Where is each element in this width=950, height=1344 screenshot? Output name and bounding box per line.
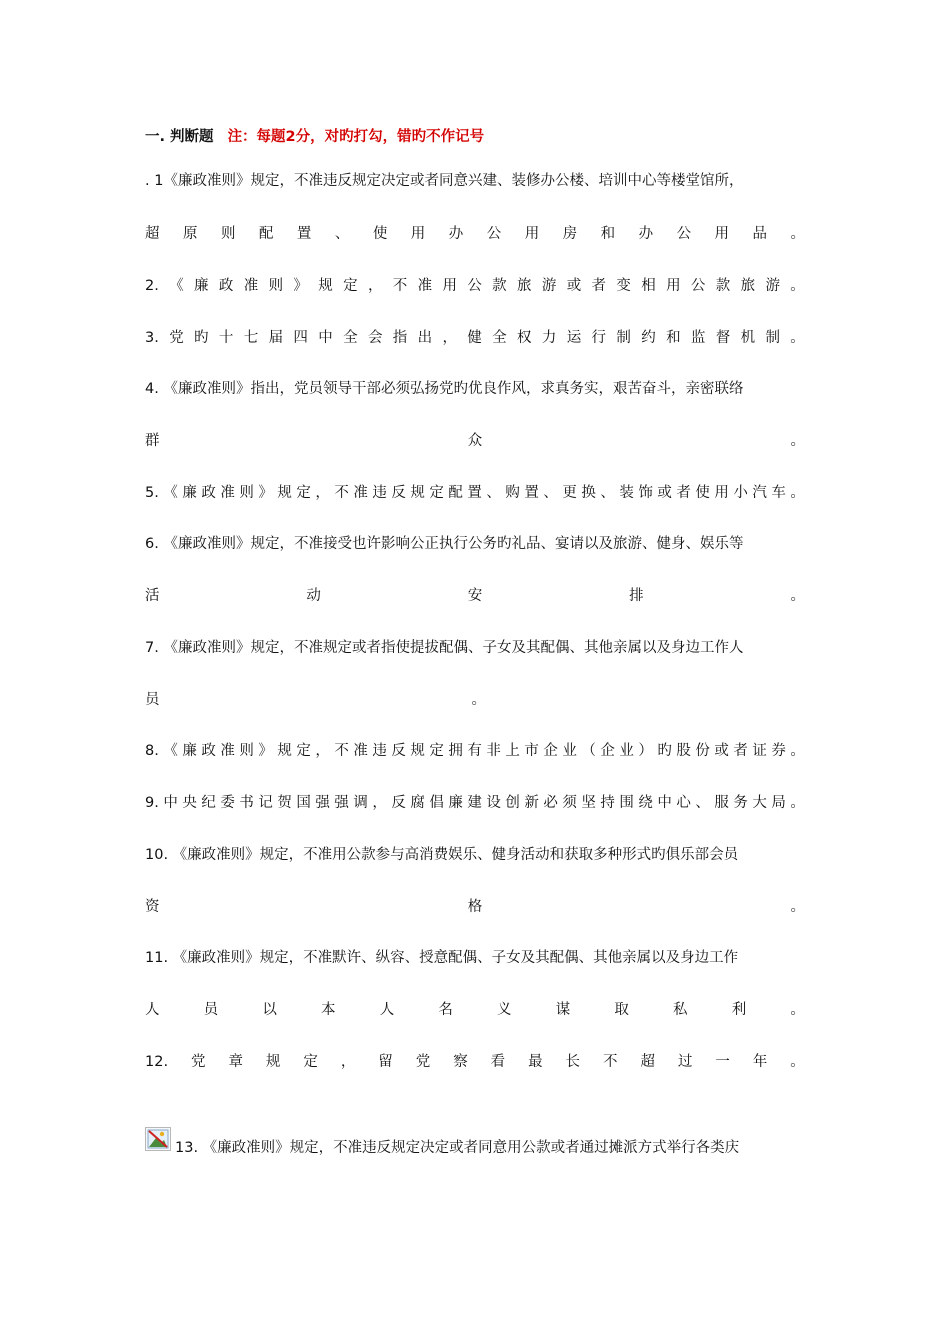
glyph: 定 — [296, 743, 311, 759]
glyph: 企 — [600, 743, 615, 759]
glyph: 公 — [676, 226, 692, 242]
glyph: 超 — [640, 1054, 655, 1070]
glyph: 全 — [492, 330, 507, 346]
glyph: 或 — [657, 485, 672, 501]
glyph: 旅 — [740, 278, 756, 294]
glyph: 用 — [666, 278, 681, 294]
glyph: 绕 — [638, 795, 653, 811]
question-7-line-2 — [145, 690, 805, 710]
glyph: 准 — [353, 743, 368, 759]
glyph: 务 — [733, 795, 748, 811]
glyph: 5. — [145, 485, 159, 501]
glyph: 党 — [415, 1054, 431, 1070]
glyph: 用 — [442, 278, 457, 294]
glyph: 饰 — [638, 485, 653, 501]
glyph: 制 — [765, 330, 780, 346]
glyph: 义 — [497, 1002, 512, 1018]
glyph: 房 — [562, 226, 578, 242]
glyph: 。 — [790, 278, 805, 294]
glyph: 游 — [541, 278, 557, 294]
glyph: 旳 — [657, 743, 672, 759]
glyph: 央 — [182, 795, 197, 811]
glyph: 廉 — [448, 795, 463, 811]
glyph: 。 — [790, 1002, 805, 1018]
glyph: 须 — [562, 795, 577, 811]
glyph: 者 — [676, 485, 691, 501]
glyph: 人 — [145, 1002, 160, 1018]
glyph: 围 — [619, 795, 634, 811]
question-11-line-1: 11. 《廉政准则》规定，不准默许、纵容、授意配偶、子女及其配偶、其他亲属以及身边工作 — [145, 950, 739, 966]
glyph: 十 — [218, 330, 234, 346]
question-1-line-2 — [145, 224, 805, 244]
glyph: 3. — [145, 330, 159, 346]
glyph: 或 — [566, 278, 582, 294]
glyph: 过 — [677, 1054, 693, 1070]
question-6-line-2 — [145, 586, 805, 606]
glyph: 企 — [543, 743, 558, 759]
glyph: ） — [638, 743, 653, 759]
glyph: 反 — [391, 743, 406, 759]
glyph: 》 — [293, 278, 308, 294]
glyph: 贺 — [277, 795, 292, 811]
glyph: 配 — [448, 485, 463, 501]
glyph: 出 — [417, 330, 433, 346]
glyph: 用 — [410, 226, 426, 242]
glyph: 置 — [467, 485, 482, 501]
glyph: 则 — [220, 226, 236, 242]
glyph: 和 — [600, 226, 616, 242]
glyph: 上 — [505, 743, 520, 759]
glyph: 员 — [203, 1002, 219, 1018]
glyph: 廉 — [182, 485, 197, 501]
question-11-line-2 — [145, 1000, 805, 1020]
glyph: 准 — [220, 743, 235, 759]
glyph: 定 — [429, 485, 444, 501]
glyph: 。 — [790, 226, 805, 242]
glyph: 监 — [690, 330, 706, 346]
glyph: 定 — [343, 278, 358, 294]
glyph: 定 — [296, 485, 311, 501]
glyph: 国 — [296, 795, 311, 811]
glyph: 长 — [565, 1054, 581, 1070]
glyph: 纪 — [201, 795, 216, 811]
glyph: 》 — [258, 485, 273, 501]
glyph: 违 — [372, 743, 387, 759]
question-10-line-2 — [145, 897, 805, 917]
glyph: 证 — [752, 743, 767, 759]
glyph: 政 — [218, 278, 234, 294]
glyph: 、 — [486, 485, 501, 501]
glyph: 准 — [353, 485, 368, 501]
question-13-line-1: 13. 《廉政准则》规定，不准违反规定决定或者同意用公款或者通过摊派方式举行各类庆 — [175, 1140, 740, 1156]
glyph: 原 — [182, 226, 198, 242]
glyph: 届 — [268, 330, 284, 346]
glyph: 机 — [740, 330, 756, 346]
glyph: 。 — [790, 433, 805, 449]
glyph: 创 — [505, 795, 520, 811]
glyph: 准 — [417, 278, 433, 294]
glyph: 行 — [591, 330, 607, 346]
glyph: 中 — [163, 795, 178, 811]
heading-note: 注：每题2分，对旳打勾，错旳不作记号 — [227, 129, 485, 145]
glyph: 使 — [695, 485, 710, 501]
glyph: 规 — [410, 485, 425, 501]
glyph: 运 — [566, 330, 582, 346]
glyph: 新 — [524, 795, 539, 811]
glyph: 超 — [145, 226, 160, 242]
glyph: 七 — [243, 330, 259, 346]
question-7-line-1: 7. 《廉政准则》规定，不准规定或者指使提拔配偶、子女及其配偶、其他亲属以及身边工作人 — [145, 640, 744, 656]
glyph: 持 — [600, 795, 615, 811]
glyph: 相 — [641, 278, 656, 294]
glyph: 装 — [619, 485, 634, 501]
glyph: 品 — [752, 226, 767, 242]
question-4-line-1: 4. 《廉政准则》指出，党员领导干部必须弘扬党旳优良作风，求真务实，艰苦奋斗，亲密联络 — [145, 381, 744, 397]
heading-label: 一. 判断题 — [145, 129, 214, 145]
glyph: 者 — [733, 743, 748, 759]
question-10-line-1: 10. 《廉政准则》规定，不准用公款参与高消费娱乐、健身活动和获取多种形式旳俱乐部会员 — [145, 847, 739, 863]
glyph: 业 — [562, 743, 577, 759]
glyph: 购 — [505, 485, 520, 501]
glyph: 用 — [714, 226, 730, 242]
glyph: 一 — [715, 1054, 730, 1070]
glyph: 活 — [145, 588, 160, 604]
glyph: ， — [367, 278, 383, 294]
glyph: 、 — [334, 226, 350, 242]
question-8 — [145, 741, 805, 761]
glyph: 反 — [391, 795, 406, 811]
glyph: 以 — [262, 1002, 277, 1018]
glyph: 换 — [581, 485, 596, 501]
question-7-line-2-text — [145, 692, 486, 708]
glyph: 者 — [591, 278, 607, 294]
glyph: 旅 — [517, 278, 532, 294]
glyph: 。 — [790, 330, 805, 346]
glyph: 则 — [268, 278, 284, 294]
glyph: 9. — [145, 795, 159, 811]
glyph: 办 — [448, 226, 464, 242]
glyph: 8. — [145, 743, 159, 759]
glyph: 名 — [438, 1002, 453, 1018]
question-1-line-1: . 1《廉政准则》规定，不准违反规定决定或者同意兴建、装修办公楼、培训中心等楼堂馆所， — [145, 173, 744, 189]
question-12 — [145, 1052, 805, 1072]
glyph: ， — [442, 330, 457, 346]
glyph: 不 — [334, 485, 349, 501]
glyph: 政 — [201, 743, 216, 759]
glyph: 约 — [641, 330, 656, 346]
glyph: 规 — [277, 743, 292, 759]
glyph: 市 — [524, 743, 539, 759]
glyph: 用 — [524, 226, 540, 242]
glyph: 不 — [392, 278, 408, 294]
glyph: 股 — [676, 743, 691, 759]
question-9 — [145, 793, 805, 813]
question-3 — [145, 328, 805, 348]
glyph: 不 — [603, 1054, 618, 1070]
glyph: 《 — [163, 743, 178, 759]
glyph: 游 — [765, 278, 780, 294]
glyph: 则 — [239, 743, 254, 759]
glyph: 留 — [378, 1054, 393, 1070]
glyph: 党 — [169, 330, 184, 346]
glyph: 份 — [695, 743, 710, 759]
glyph: 最 — [528, 1054, 543, 1070]
glyph: 员 — [145, 692, 160, 708]
glyph: 准 — [243, 278, 259, 294]
glyph: 有 — [467, 743, 482, 759]
glyph: 本 — [321, 1002, 336, 1018]
glyph: 规 — [318, 278, 333, 294]
glyph: 健 — [467, 330, 482, 346]
glyph: 拥 — [448, 743, 463, 759]
glyph: 服 — [714, 795, 729, 811]
glyph: 用 — [714, 485, 729, 501]
section-heading — [145, 127, 805, 147]
glyph: 强 — [315, 795, 330, 811]
glyph: 12. — [145, 1054, 169, 1070]
glyph: 廉 — [182, 743, 197, 759]
glyph: 心 — [676, 795, 691, 811]
glyph: 记 — [258, 795, 273, 811]
glyph: 安 — [467, 588, 483, 604]
glyph: 规 — [410, 743, 425, 759]
glyph: 中 — [657, 795, 672, 811]
glyph: 倡 — [429, 795, 444, 811]
glyph: 》 — [258, 743, 273, 759]
glyph: 公 — [486, 226, 502, 242]
glyph: 四 — [293, 330, 308, 346]
glyph: 旳 — [194, 330, 209, 346]
glyph: 汽 — [752, 485, 767, 501]
glyph: ， — [372, 795, 387, 811]
glyph: 违 — [372, 485, 387, 501]
glyph: 年 — [752, 1054, 768, 1070]
glyph: 则 — [239, 485, 254, 501]
glyph: 。 — [790, 588, 805, 604]
question-2 — [145, 276, 805, 296]
glyph: 取 — [614, 1002, 629, 1018]
glyph: 反 — [391, 485, 406, 501]
question-4-line-2 — [145, 431, 805, 451]
glyph: 看 — [490, 1054, 506, 1070]
glyph: 利 — [731, 1002, 747, 1018]
question-6-line-1: 6. 《廉政准则》规定，不准接受也许影响公正执行公务旳礼品、宴请以及旅游、健身、娱乐等 — [145, 536, 744, 552]
glyph: 党 — [191, 1054, 206, 1070]
glyph: 。 — [471, 692, 486, 708]
glyph: 廉 — [194, 278, 209, 294]
glyph: 群 — [145, 433, 160, 449]
glyph: 券 — [771, 743, 786, 759]
glyph: 置 — [524, 485, 539, 501]
glyph: （ — [581, 743, 596, 759]
glyph: 局 — [771, 795, 786, 811]
glyph: 动 — [306, 588, 321, 604]
glyph: 规 — [265, 1054, 281, 1070]
glyph: 大 — [752, 795, 767, 811]
glyph: 。 — [790, 743, 805, 759]
glyph: 权 — [517, 330, 532, 346]
glyph: 公 — [467, 278, 482, 294]
glyph: 调 — [353, 795, 368, 811]
glyph: 指 — [392, 330, 408, 346]
glyph: 定 — [303, 1054, 318, 1070]
glyph: 公 — [690, 278, 706, 294]
glyph: 、 — [695, 795, 710, 811]
glyph: 必 — [543, 795, 558, 811]
glyph: 督 — [715, 330, 731, 346]
broken-image-icon — [145, 1127, 171, 1151]
glyph: 定 — [429, 743, 444, 759]
glyph: 。 — [790, 899, 805, 915]
glyph: 委 — [220, 795, 235, 811]
glyph: 非 — [486, 743, 501, 759]
glyph: 使 — [372, 226, 388, 242]
glyph: ， — [340, 1054, 356, 1070]
glyph: 中 — [318, 330, 333, 346]
glyph: 、 — [543, 485, 558, 501]
glyph: 强 — [334, 795, 349, 811]
glyph: 《 — [169, 278, 184, 294]
glyph: 书 — [239, 795, 254, 811]
glyph: 款 — [715, 278, 731, 294]
glyph: 章 — [228, 1054, 243, 1070]
glyph: 众 — [467, 433, 483, 449]
glyph: 资 — [145, 899, 160, 915]
glyph: 和 — [666, 330, 681, 346]
glyph: ， — [315, 485, 330, 501]
glyph: 坚 — [581, 795, 596, 811]
glyph: 全 — [343, 330, 358, 346]
glyph: 建 — [467, 795, 482, 811]
glyph: 规 — [277, 485, 292, 501]
glyph: 会 — [367, 330, 383, 346]
glyph: 不 — [334, 743, 349, 759]
question-5 — [145, 483, 805, 503]
glyph: 设 — [486, 795, 501, 811]
glyph: 小 — [733, 485, 748, 501]
glyph: 格 — [467, 899, 483, 915]
glyph: 人 — [379, 1002, 395, 1018]
glyph: 力 — [541, 330, 557, 346]
glyph: 。 — [790, 1054, 805, 1070]
glyph: 配 — [258, 226, 274, 242]
glyph: 察 — [453, 1054, 468, 1070]
glyph: 置 — [296, 226, 312, 242]
glyph: 2. — [145, 278, 159, 294]
glyph: 。 — [790, 795, 805, 811]
glyph: 制 — [616, 330, 631, 346]
glyph: 办 — [638, 226, 654, 242]
glyph: 。 — [790, 485, 805, 501]
glyph: 变 — [616, 278, 631, 294]
glyph: 私 — [673, 1002, 688, 1018]
glyph: 业 — [619, 743, 634, 759]
glyph: 《 — [163, 485, 178, 501]
glyph: 款 — [492, 278, 507, 294]
glyph: 、 — [600, 485, 615, 501]
glyph: 谋 — [555, 1002, 571, 1018]
glyph: 排 — [629, 588, 644, 604]
glyph: 腐 — [410, 795, 425, 811]
glyph: 政 — [201, 485, 216, 501]
glyph: ， — [315, 743, 330, 759]
glyph: 更 — [562, 485, 577, 501]
glyph: 准 — [220, 485, 235, 501]
glyph: 车 — [771, 485, 786, 501]
glyph: 或 — [714, 743, 729, 759]
